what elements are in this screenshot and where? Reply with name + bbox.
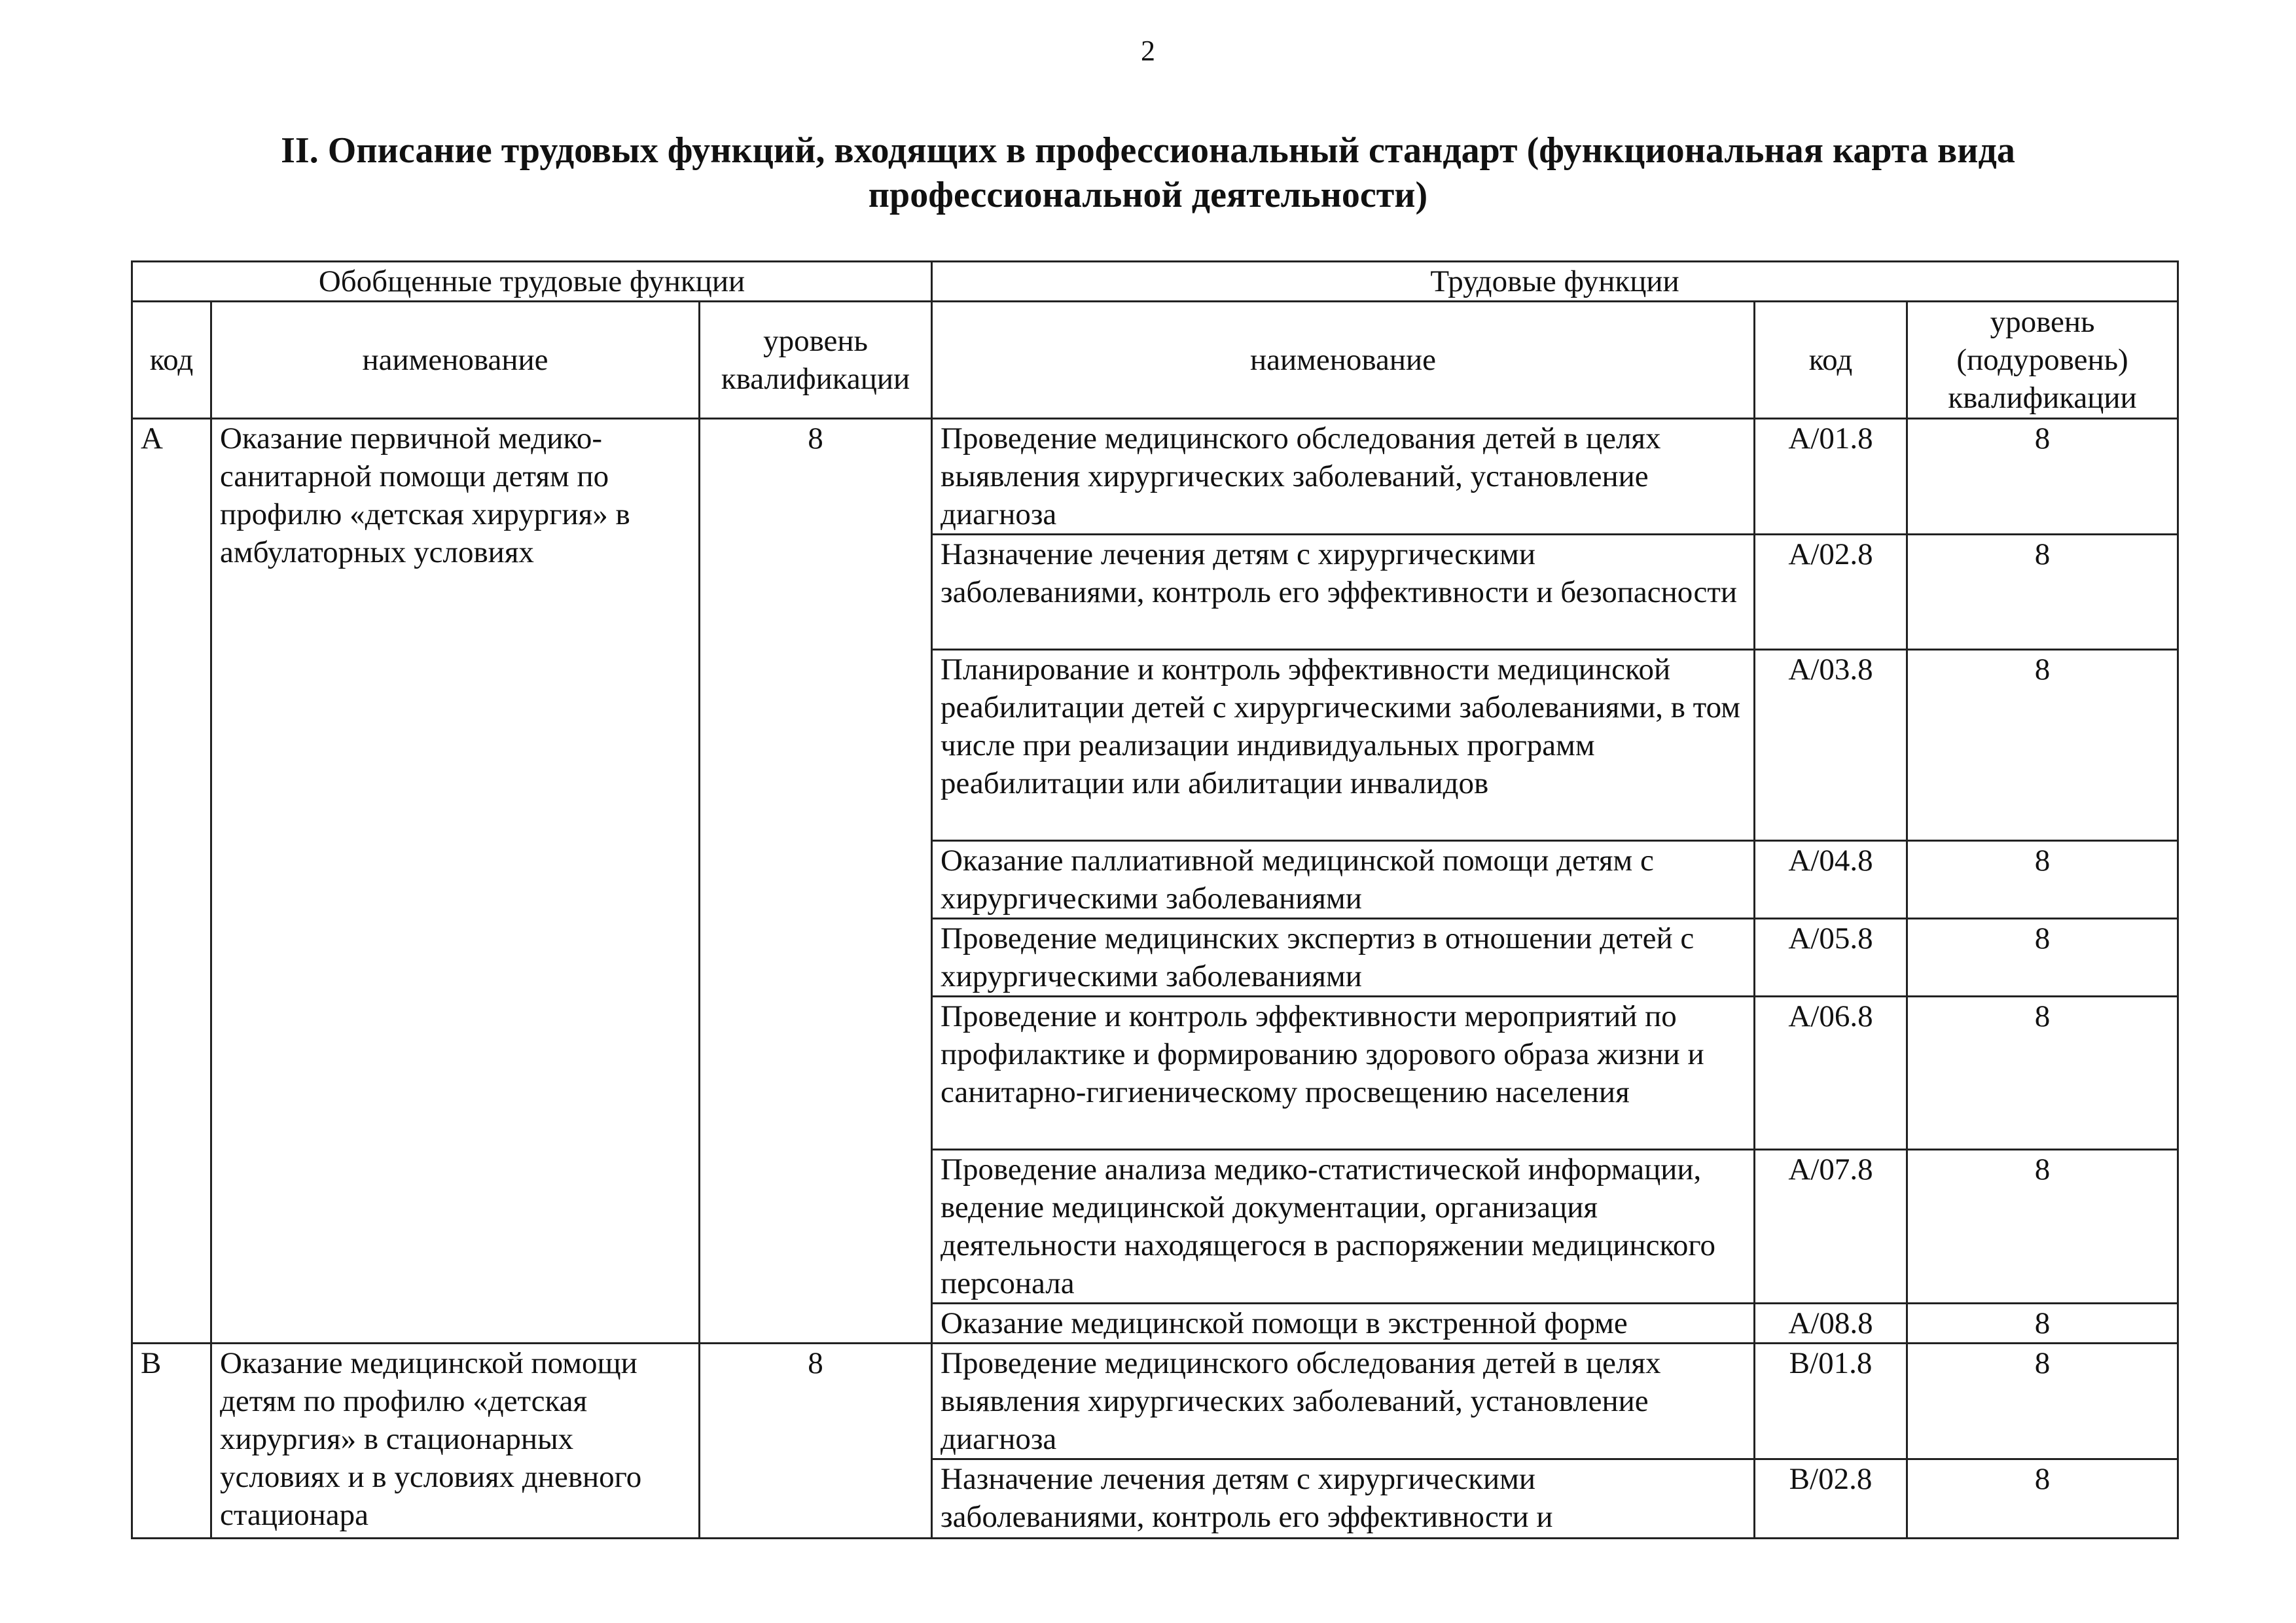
tf-code-cell: A/02.8 bbox=[1755, 535, 1907, 650]
tf-name-cell: Оказание медицинской помощи в экстренной форме bbox=[932, 1304, 1755, 1344]
tf-level-cell: 8 bbox=[1907, 535, 2178, 650]
tf-code-cell: A/01.8 bbox=[1755, 419, 1907, 535]
tf-level-cell: 8 bbox=[1907, 1304, 2178, 1344]
tf-code-cell: B/02.8 bbox=[1755, 1459, 1907, 1539]
gf-code-cell: A bbox=[132, 419, 211, 1344]
tf-name-cell: Проведение медицинского обследования детей в целях выявления хирургических заболеваний, установление диагноза bbox=[932, 1344, 1755, 1459]
table-row bbox=[132, 419, 2178, 535]
tf-name-cell: Проведение медицинского обследования детей в целях выявления хирургических заболеваний, установление диагноза bbox=[932, 419, 1755, 535]
tf-code-cell: A/06.8 bbox=[1755, 997, 1907, 1150]
table-row bbox=[132, 1344, 2178, 1459]
tf-level-cell: 8 bbox=[1907, 650, 2178, 841]
tf-name-cell: Оказание паллиативной медицинской помощи детям с хирургическими заболеваниями bbox=[932, 841, 1755, 919]
tf-code-cell: A/05.8 bbox=[1755, 919, 1907, 997]
page-number: 2 bbox=[1141, 35, 1155, 67]
gf-level-cell: 8 bbox=[700, 419, 932, 1344]
tf-code-cell: A/03.8 bbox=[1755, 650, 1907, 841]
generalized-functions-header: Обобщенные трудовые функции bbox=[132, 262, 932, 302]
tf-level-cell: 8 bbox=[1907, 919, 2178, 997]
tf-name-cell: Проведение и контроль эффективности мероприятий по профилактике и формированию здорового образа жизни и санитарно-гигиеническому просвещению населения bbox=[932, 997, 1755, 1150]
tf-code-header: код bbox=[1755, 302, 1907, 419]
tf-level-cell: 8 bbox=[1907, 841, 2178, 919]
tf-level-header: уровень (подуровень) квалификации bbox=[1907, 302, 2178, 419]
tf-code-cell: B/01.8 bbox=[1755, 1344, 1907, 1459]
gf-code-cell: B bbox=[132, 1344, 211, 1539]
tf-level-cell: 8 bbox=[1907, 1344, 2178, 1459]
tf-level-cell: 8 bbox=[1907, 419, 2178, 535]
tf-name-cell: Назначение лечения детям с хирургическими заболеваниями, контроль его эффективности и безопасности bbox=[932, 535, 1755, 650]
gf-level-cell: 8 bbox=[700, 1344, 932, 1539]
gf-name-header: наименование bbox=[211, 302, 700, 419]
column-header-row bbox=[132, 302, 2178, 419]
tf-name-cell: Проведение анализа медико-статистической информации, ведение медицинской документации, организация деятельности находящегося в распоряжении медицинского персонала bbox=[932, 1150, 1755, 1304]
gf-level-header: уровень квалификации bbox=[700, 302, 932, 419]
group-header-row bbox=[132, 262, 2178, 302]
functional-map-table bbox=[131, 260, 2179, 1539]
page-title: II. Описание трудовых функций, входящих в профессиональный стандарт (функциональная карта вида профессиональной деятельности) bbox=[281, 130, 2015, 215]
tf-name-cell: Проведение медицинских экспертиз в отношении детей с хирургическими заболеваниями bbox=[932, 919, 1755, 997]
tf-code-cell: A/08.8 bbox=[1755, 1304, 1907, 1344]
gf-code-header: код bbox=[132, 302, 211, 419]
tf-name-cell: Планирование и контроль эффективности медицинской реабилитации детей с хирургическими заболеваниями, в том числе при реализации индивидуальных программ реабилитации или абилитации инвалидов bbox=[932, 650, 1755, 841]
tf-name-header: наименование bbox=[932, 302, 1755, 419]
tf-level-cell: 8 bbox=[1907, 1150, 2178, 1304]
gf-name-cell: Оказание медицинской помощи детям по профилю «детская хирургия» в стационарных условиях и в условиях дневного стационара bbox=[211, 1344, 700, 1539]
tf-level-cell: 8 bbox=[1907, 997, 2178, 1150]
gf-name-cell: Оказание первичной медико-санитарной помощи детям по профилю «детская хирургия» в амбулаторных условиях bbox=[211, 419, 700, 1344]
tf-level-cell: 8 bbox=[1907, 1459, 2178, 1539]
tf-code-cell: A/07.8 bbox=[1755, 1150, 1907, 1304]
tf-name-cell: Назначение лечения детям с хирургическими заболеваниями, контроль его эффективности и bbox=[932, 1459, 1755, 1539]
labor-functions-header: Трудовые функции bbox=[932, 262, 2178, 302]
tf-code-cell: A/04.8 bbox=[1755, 841, 1907, 919]
